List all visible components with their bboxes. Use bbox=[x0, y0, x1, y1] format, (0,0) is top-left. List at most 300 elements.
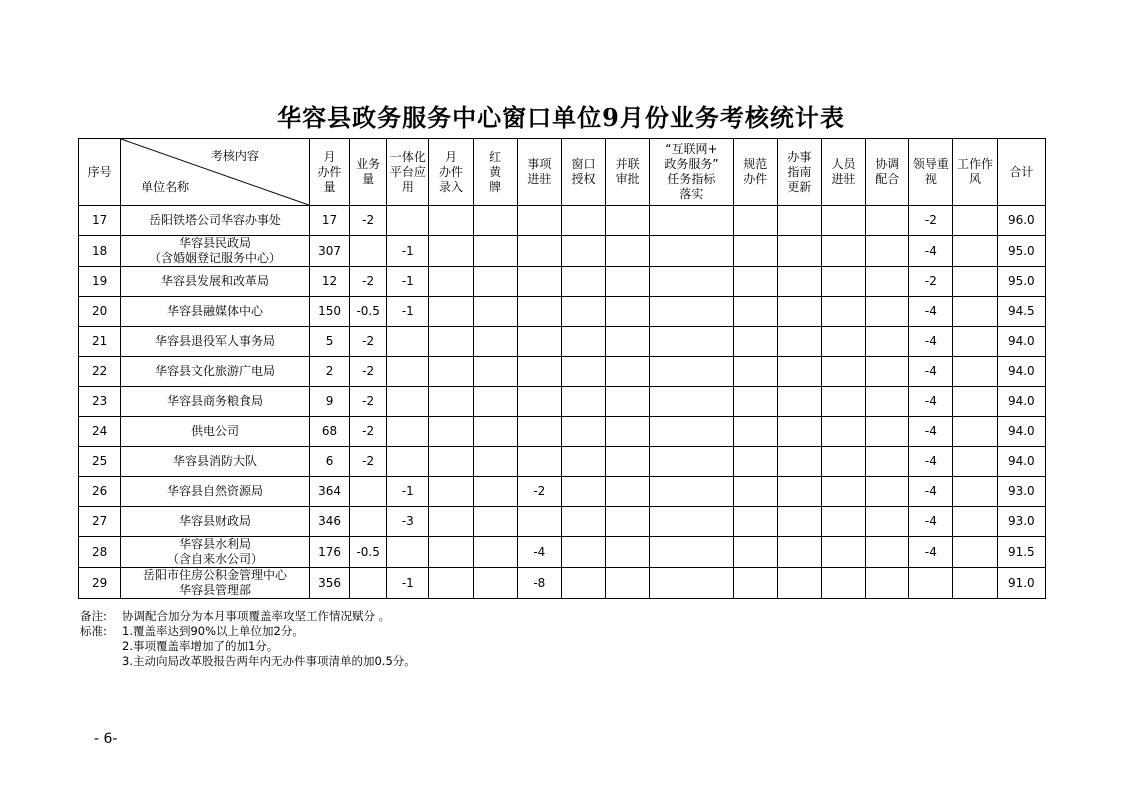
row-unit-name bbox=[121, 357, 310, 387]
row-score-cell: -2 bbox=[350, 206, 387, 236]
row-score-cell bbox=[733, 387, 777, 417]
row-score-cell bbox=[821, 206, 865, 236]
row-seq: 28 bbox=[79, 537, 121, 568]
unit-name-line: 岳阳铁塔公司华容办事处 bbox=[149, 213, 282, 227]
header-column-line: 黄 bbox=[489, 164, 502, 179]
row-score-cell bbox=[777, 267, 821, 297]
row-score-cell bbox=[777, 236, 821, 267]
row-seq: 26 bbox=[79, 477, 121, 507]
row-score-cell: -2 bbox=[350, 417, 387, 447]
row-score-cell bbox=[953, 387, 997, 417]
row-score-cell bbox=[866, 206, 909, 236]
header-column-line: 并联 bbox=[615, 157, 640, 171]
table-row bbox=[79, 357, 1046, 387]
row-unit-name bbox=[121, 267, 310, 297]
row-score-cell bbox=[517, 417, 561, 447]
row-score-cell bbox=[350, 507, 387, 537]
row-score-cell bbox=[650, 447, 733, 477]
row-seq: 17 bbox=[79, 206, 121, 236]
row-score-cell bbox=[606, 236, 650, 267]
row-score-cell bbox=[953, 537, 997, 568]
row-seq: 29 bbox=[79, 568, 121, 599]
unit-name-line: 华容县文化旅游广电局 bbox=[155, 364, 276, 378]
header-unit-name: 单位名称 bbox=[141, 180, 190, 194]
row-seq: 25 bbox=[79, 447, 121, 477]
row-score-cell bbox=[606, 387, 650, 417]
remark-label: 备注: bbox=[80, 609, 107, 623]
row-score-cell bbox=[733, 477, 777, 507]
row-score-cell bbox=[473, 236, 517, 267]
row-score-cell bbox=[350, 568, 387, 599]
row-score-cell: 346 bbox=[309, 507, 349, 537]
row-score-cell bbox=[606, 417, 650, 447]
header-column-line: 合计 bbox=[1009, 164, 1034, 179]
table-row bbox=[79, 327, 1046, 357]
row-unit-name bbox=[121, 507, 310, 537]
header-column bbox=[953, 139, 997, 206]
header-column-line: 月 bbox=[444, 149, 457, 164]
header-column-line: 办件 bbox=[317, 164, 342, 179]
row-score-cell bbox=[733, 297, 777, 327]
row-score-cell bbox=[387, 206, 429, 236]
row-score-cell bbox=[606, 206, 650, 236]
row-score-cell: -1 bbox=[387, 477, 429, 507]
row-score-cell bbox=[866, 357, 909, 387]
row-unit-name bbox=[121, 447, 310, 477]
header-column-line: 事项 bbox=[527, 157, 552, 171]
row-score-cell bbox=[517, 327, 561, 357]
unit-name-line: 供电公司 bbox=[191, 424, 240, 438]
header-column-line: 量 bbox=[362, 172, 375, 186]
header-column bbox=[473, 139, 517, 206]
row-score-cell bbox=[777, 297, 821, 327]
header-column-line: 更新 bbox=[787, 179, 812, 194]
row-score-cell: -8 bbox=[517, 568, 561, 599]
row-score-cell: -1 bbox=[387, 236, 429, 267]
row-unit-name bbox=[121, 477, 310, 507]
header-column bbox=[350, 139, 387, 206]
row-score-cell bbox=[866, 387, 909, 417]
table-row bbox=[79, 537, 1046, 568]
header-column-line: 人员 bbox=[831, 157, 856, 171]
row-seq: 27 bbox=[79, 507, 121, 537]
row-score-cell: -2 bbox=[350, 387, 387, 417]
row-score-cell bbox=[821, 387, 865, 417]
standard-item: 3.主动向局改革股报告两年内无办件事项清单的加0.5分。 bbox=[122, 654, 416, 668]
row-score-cell bbox=[387, 357, 429, 387]
unit-name-line: 华容县民政局 bbox=[179, 236, 252, 250]
row-unit-name bbox=[121, 206, 310, 236]
header-column bbox=[866, 139, 909, 206]
row-score-cell bbox=[733, 417, 777, 447]
row-score-cell bbox=[473, 357, 517, 387]
row-score-cell: 95.0 bbox=[997, 267, 1045, 297]
row-score-cell: 93.0 bbox=[997, 477, 1045, 507]
row-score-cell bbox=[650, 206, 733, 236]
row-score-cell bbox=[821, 297, 865, 327]
row-score-cell: 94.0 bbox=[997, 447, 1045, 477]
header-column-line: 落实 bbox=[679, 187, 704, 201]
row-score-cell bbox=[606, 537, 650, 568]
unit-name-line: 华容县自然资源局 bbox=[167, 484, 264, 498]
table-body bbox=[79, 206, 1046, 599]
row-score-cell bbox=[517, 387, 561, 417]
row-score-cell bbox=[387, 537, 429, 568]
row-score-cell bbox=[866, 236, 909, 267]
row-score-cell: 307 bbox=[309, 236, 349, 267]
row-score-cell: -2 bbox=[350, 267, 387, 297]
row-score-cell bbox=[387, 387, 429, 417]
table-row bbox=[79, 387, 1046, 417]
row-score-cell bbox=[561, 447, 605, 477]
row-score-cell bbox=[650, 357, 733, 387]
header-column-line: 办事 bbox=[787, 149, 812, 164]
header-column-line: 规范 bbox=[743, 157, 768, 171]
row-score-cell bbox=[866, 297, 909, 327]
row-score-cell bbox=[606, 507, 650, 537]
page-number: - 6- bbox=[94, 731, 118, 747]
row-score-cell: -4 bbox=[909, 417, 953, 447]
unit-name-line: 华容县发展和改革局 bbox=[161, 274, 270, 288]
unit-name-line: （含婚姻登记服务中心） bbox=[149, 251, 282, 265]
row-score-cell bbox=[953, 417, 997, 447]
row-unit-name bbox=[121, 387, 310, 417]
row-score-cell: -4 bbox=[909, 477, 953, 507]
header-column-line: 任务指标 bbox=[667, 172, 716, 186]
row-score-cell bbox=[777, 417, 821, 447]
header-column-line: 视 bbox=[924, 172, 937, 186]
unit-name-line: 华容县商务粮食局 bbox=[167, 394, 264, 408]
row-score-cell: 68 bbox=[309, 417, 349, 447]
row-score-cell: 94.0 bbox=[997, 357, 1045, 387]
row-score-cell bbox=[777, 477, 821, 507]
row-score-cell: -4 bbox=[909, 537, 953, 568]
row-score-cell bbox=[606, 327, 650, 357]
row-score-cell bbox=[429, 327, 473, 357]
row-score-cell: -4 bbox=[517, 537, 561, 568]
row-score-cell bbox=[733, 357, 777, 387]
row-score-cell bbox=[866, 537, 909, 568]
standard-item: 2.事项覆盖率增加了的加1分。 bbox=[122, 639, 279, 653]
row-score-cell bbox=[953, 507, 997, 537]
row-score-cell: 91.5 bbox=[997, 537, 1045, 568]
row-score-cell: 94.0 bbox=[997, 327, 1045, 357]
header-column-line: 领导重 bbox=[912, 157, 949, 171]
header-column-line: 审批 bbox=[615, 172, 640, 186]
row-score-cell bbox=[561, 357, 605, 387]
row-score-cell bbox=[606, 568, 650, 599]
header-column bbox=[733, 139, 777, 206]
row-score-cell bbox=[777, 447, 821, 477]
row-unit-name bbox=[121, 537, 310, 568]
row-score-cell bbox=[429, 447, 473, 477]
row-score-cell bbox=[561, 267, 605, 297]
row-score-cell: -4 bbox=[909, 507, 953, 537]
standard-label: 标准: bbox=[80, 624, 107, 638]
header-column-line: 授权 bbox=[571, 172, 596, 186]
row-score-cell bbox=[777, 507, 821, 537]
row-score-cell bbox=[429, 387, 473, 417]
unit-name-line: （含自来水公司） bbox=[167, 552, 264, 566]
table-row bbox=[79, 507, 1046, 537]
row-score-cell bbox=[473, 327, 517, 357]
row-score-cell bbox=[650, 568, 733, 599]
row-score-cell: -1 bbox=[387, 267, 429, 297]
row-unit-name bbox=[121, 417, 310, 447]
row-score-cell bbox=[953, 447, 997, 477]
row-score-cell bbox=[561, 327, 605, 357]
table-row bbox=[79, 267, 1046, 297]
header-column bbox=[909, 139, 953, 206]
table-row bbox=[79, 417, 1046, 447]
row-score-cell bbox=[561, 507, 605, 537]
row-score-cell bbox=[606, 477, 650, 507]
header-column bbox=[309, 139, 349, 206]
row-score-cell: -2 bbox=[909, 206, 953, 236]
unit-name-line: 华容县水利局 bbox=[179, 537, 252, 551]
header-assessment-content: 考核内容 bbox=[210, 149, 259, 163]
row-score-cell: -4 bbox=[909, 357, 953, 387]
row-score-cell bbox=[953, 206, 997, 236]
row-score-cell bbox=[429, 206, 473, 236]
row-score-cell bbox=[429, 568, 473, 599]
row-score-cell bbox=[777, 357, 821, 387]
row-score-cell bbox=[821, 537, 865, 568]
header-corner-cell bbox=[121, 139, 310, 206]
row-score-cell bbox=[953, 267, 997, 297]
table-header bbox=[79, 139, 1046, 206]
row-score-cell: -4 bbox=[909, 447, 953, 477]
header-column-line: 用 bbox=[401, 179, 414, 194]
row-score-cell: -2 bbox=[350, 327, 387, 357]
row-score-cell bbox=[606, 267, 650, 297]
row-score-cell: -1 bbox=[387, 297, 429, 327]
row-score-cell bbox=[387, 447, 429, 477]
row-score-cell: -4 bbox=[909, 327, 953, 357]
row-seq: 21 bbox=[79, 327, 121, 357]
row-score-cell bbox=[733, 568, 777, 599]
unit-name-line: 华容县退役军人事务局 bbox=[155, 334, 276, 348]
header-column-line: 业务 bbox=[356, 157, 381, 171]
header-column-line: 政务服务” bbox=[664, 157, 719, 171]
header-column bbox=[650, 139, 733, 206]
row-score-cell bbox=[429, 236, 473, 267]
row-score-cell bbox=[473, 387, 517, 417]
row-score-cell bbox=[866, 267, 909, 297]
row-score-cell: 96.0 bbox=[997, 206, 1045, 236]
header-column-line: 红 bbox=[489, 149, 502, 164]
row-score-cell bbox=[953, 297, 997, 327]
row-score-cell bbox=[387, 327, 429, 357]
row-score-cell: -0.5 bbox=[350, 537, 387, 568]
standard-item: 1.覆盖率达到90%以上单位加2分。 bbox=[122, 624, 304, 638]
header-column-line: 进驻 bbox=[527, 172, 552, 186]
row-score-cell bbox=[777, 206, 821, 236]
row-score-cell bbox=[909, 568, 953, 599]
row-score-cell: 93.0 bbox=[997, 507, 1045, 537]
row-score-cell bbox=[473, 206, 517, 236]
row-score-cell bbox=[561, 477, 605, 507]
row-score-cell bbox=[821, 417, 865, 447]
row-score-cell: -3 bbox=[387, 507, 429, 537]
row-score-cell bbox=[733, 206, 777, 236]
row-score-cell bbox=[429, 507, 473, 537]
document-title: 华容县政务服务中心窗口单位9月份业务考核统计表 bbox=[277, 103, 845, 132]
table-row bbox=[79, 206, 1046, 236]
row-score-cell: 364 bbox=[309, 477, 349, 507]
row-score-cell bbox=[821, 327, 865, 357]
row-score-cell bbox=[429, 267, 473, 297]
row-score-cell bbox=[473, 417, 517, 447]
row-score-cell bbox=[517, 267, 561, 297]
header-column bbox=[387, 139, 429, 206]
row-score-cell bbox=[953, 236, 997, 267]
assessment-table bbox=[78, 138, 1046, 599]
row-score-cell bbox=[473, 507, 517, 537]
row-score-cell bbox=[821, 507, 865, 537]
unit-name-line: 华容县财政局 bbox=[179, 514, 252, 528]
row-score-cell: 17 bbox=[309, 206, 349, 236]
row-score-cell bbox=[650, 537, 733, 568]
row-score-cell bbox=[473, 477, 517, 507]
row-score-cell bbox=[650, 387, 733, 417]
row-seq: 23 bbox=[79, 387, 121, 417]
table-row bbox=[79, 297, 1046, 327]
row-score-cell: 5 bbox=[309, 327, 349, 357]
row-score-cell bbox=[473, 537, 517, 568]
row-score-cell bbox=[650, 297, 733, 327]
row-seq: 22 bbox=[79, 357, 121, 387]
remark-text: 协调配合加分为本月事项覆盖率攻坚工作情况赋分 。 bbox=[122, 609, 391, 623]
row-score-cell: 356 bbox=[309, 568, 349, 599]
table-row bbox=[79, 236, 1046, 267]
row-score-cell bbox=[429, 357, 473, 387]
row-score-cell bbox=[821, 267, 865, 297]
header-column bbox=[821, 139, 865, 206]
row-score-cell bbox=[561, 297, 605, 327]
row-score-cell bbox=[866, 447, 909, 477]
header-column bbox=[606, 139, 650, 206]
row-score-cell: 150 bbox=[309, 297, 349, 327]
row-score-cell bbox=[429, 297, 473, 327]
row-score-cell bbox=[866, 417, 909, 447]
row-score-cell: -0.5 bbox=[350, 297, 387, 327]
header-column bbox=[561, 139, 605, 206]
header-column-line: 工作作 bbox=[957, 157, 994, 171]
header-column bbox=[429, 139, 473, 206]
header-column-line: 录入 bbox=[438, 179, 463, 194]
unit-name-line: 华容县管理部 bbox=[179, 583, 252, 597]
row-score-cell bbox=[821, 236, 865, 267]
row-score-cell bbox=[953, 327, 997, 357]
row-score-cell bbox=[606, 357, 650, 387]
row-score-cell: 94.0 bbox=[997, 387, 1045, 417]
row-score-cell bbox=[953, 477, 997, 507]
row-score-cell bbox=[561, 387, 605, 417]
row-score-cell bbox=[733, 236, 777, 267]
row-score-cell bbox=[650, 327, 733, 357]
row-score-cell: -2 bbox=[350, 357, 387, 387]
row-score-cell bbox=[429, 417, 473, 447]
row-score-cell bbox=[650, 417, 733, 447]
header-column-line: 量 bbox=[323, 179, 336, 194]
row-score-cell bbox=[561, 206, 605, 236]
row-score-cell: -4 bbox=[909, 387, 953, 417]
row-score-cell bbox=[517, 357, 561, 387]
row-seq: 20 bbox=[79, 297, 121, 327]
row-score-cell bbox=[606, 297, 650, 327]
header-column-line: 牌 bbox=[489, 179, 502, 194]
row-seq: 19 bbox=[79, 267, 121, 297]
header-seq: 序号 bbox=[79, 139, 121, 206]
row-score-cell bbox=[650, 477, 733, 507]
row-score-cell bbox=[777, 387, 821, 417]
row-score-cell bbox=[866, 327, 909, 357]
notes bbox=[80, 609, 416, 669]
row-score-cell bbox=[517, 297, 561, 327]
row-score-cell: -4 bbox=[909, 236, 953, 267]
header-column-line: “互联网+ bbox=[665, 142, 718, 156]
row-score-cell bbox=[473, 297, 517, 327]
row-score-cell bbox=[953, 568, 997, 599]
row-score-cell bbox=[473, 568, 517, 599]
table-row bbox=[79, 447, 1046, 477]
row-score-cell: 12 bbox=[309, 267, 349, 297]
row-score-cell: 91.0 bbox=[997, 568, 1045, 599]
row-score-cell bbox=[733, 267, 777, 297]
row-score-cell: 95.0 bbox=[997, 236, 1045, 267]
row-score-cell: 9 bbox=[309, 387, 349, 417]
row-score-cell bbox=[517, 507, 561, 537]
unit-name-line: 岳阳市住房公积金管理中心 bbox=[143, 568, 288, 582]
row-score-cell bbox=[821, 568, 865, 599]
header-column-line: 平台应 bbox=[389, 164, 426, 179]
row-score-cell bbox=[866, 568, 909, 599]
row-score-cell bbox=[821, 357, 865, 387]
unit-name-line: 华容县消防大队 bbox=[173, 454, 258, 468]
unit-name-line: 华容县融媒体中心 bbox=[167, 304, 264, 318]
row-score-cell bbox=[473, 267, 517, 297]
row-score-cell bbox=[733, 507, 777, 537]
row-score-cell bbox=[606, 447, 650, 477]
row-score-cell bbox=[777, 327, 821, 357]
row-score-cell: 2 bbox=[309, 357, 349, 387]
row-score-cell: -2 bbox=[909, 267, 953, 297]
row-score-cell bbox=[561, 568, 605, 599]
row-score-cell bbox=[429, 537, 473, 568]
header-column-line: 月 bbox=[323, 149, 336, 164]
row-score-cell bbox=[733, 447, 777, 477]
row-score-cell bbox=[350, 236, 387, 267]
header-column-line: 进驻 bbox=[831, 172, 856, 186]
header-column-line: 风 bbox=[969, 172, 982, 186]
row-score-cell bbox=[561, 537, 605, 568]
row-score-cell bbox=[821, 477, 865, 507]
table-row bbox=[79, 477, 1046, 507]
row-score-cell bbox=[953, 357, 997, 387]
row-score-cell bbox=[866, 507, 909, 537]
row-score-cell bbox=[561, 417, 605, 447]
row-score-cell: -2 bbox=[517, 477, 561, 507]
row-score-cell bbox=[517, 447, 561, 477]
row-score-cell: 6 bbox=[309, 447, 349, 477]
header-column bbox=[777, 139, 821, 206]
row-score-cell: 94.0 bbox=[997, 417, 1045, 447]
header-column-line: 配合 bbox=[875, 172, 900, 186]
table-row bbox=[79, 568, 1046, 599]
row-score-cell bbox=[777, 537, 821, 568]
row-score-cell: -1 bbox=[387, 568, 429, 599]
